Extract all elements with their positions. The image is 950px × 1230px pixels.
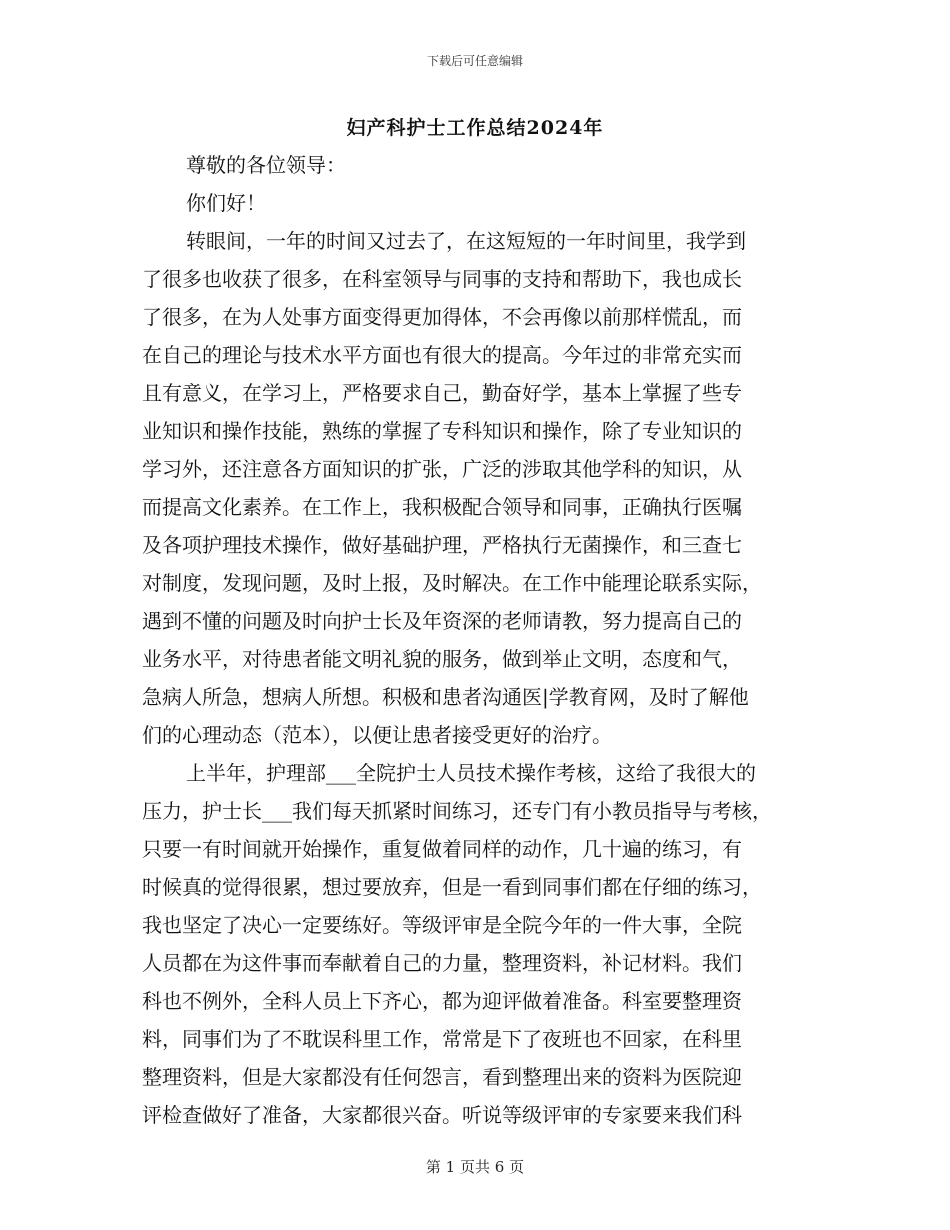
body-line: 转眼间，一年的时间又过去了，在这短短的一年时间里，我学到 xyxy=(186,229,746,253)
body-line: 们的心理动态（范本），以便让患者接受更好的治疗。 xyxy=(142,723,612,747)
document-body xyxy=(142,146,814,1134)
body-line: 整理资料，但是大家都没有任何怨言，看到整理出来的资料为医院迎 xyxy=(142,1065,742,1089)
body-line: 急病人所急，想病人所想。积极和患者沟通医|学教育网，及时了解他 xyxy=(142,685,749,709)
body-line: 我也坚定了决心一定要练好。等级评审是全院今年的一件大事，全院 xyxy=(142,913,742,937)
body-line: 压力，护士长___我们每天抓紧时间练习，还专门有小教员指导与考核， xyxy=(142,799,772,823)
body-line: 只要一有时间就开始操作，重复做着同样的动作，几十遍的练习，有 xyxy=(142,837,742,861)
body-line: 业务水平，对待患者能文明礼貌的服务，做到举止文明，态度和气， xyxy=(142,647,742,671)
header-note: 下载后可任意编辑 xyxy=(426,54,523,68)
greeting-line: 你们好！ xyxy=(186,191,266,215)
body-line: 人员都在为这件事而奉献着自己的力量，整理资料，补记材料。我们 xyxy=(142,951,742,975)
body-line: 而提高文化素养。在工作上，我积极配合领导和同事，正确执行医嘱 xyxy=(142,495,742,519)
body-line: 了很多，在为人处事方面变得更加得体，不会再像以前那样慌乱，而 xyxy=(142,305,742,329)
salutation-line: 尊敬的各位领导： xyxy=(186,153,346,177)
body-line: 对制度，发现问题，及时上报，及时解决。在工作中能理论联系实际， xyxy=(142,571,762,595)
body-line: 评检查做好了准备，大家都很兴奋。听说等级评审的专家要来我们科 xyxy=(142,1103,742,1127)
body-line: 科也不例外，全科人员上下齐心，都为迎评做着准备。科室要整理资 xyxy=(142,989,742,1013)
body-line: 料，同事们为了不耽误科里工作，常常是下了夜班也不回家，在科里 xyxy=(142,1027,742,1051)
body-line: 了很多也收获了很多，在科室领导与同事的支持和帮助下，我也成长 xyxy=(142,267,742,291)
body-line: 遇到不懂的问题及时向护士长及年资深的老师请教，努力提高自己的 xyxy=(142,609,742,633)
document-title: 妇产科护士工作总结2024年 xyxy=(346,117,604,139)
body-line: 且有意义，在学习上，严格要求自己，勤奋好学，基本上掌握了些专 xyxy=(142,381,742,405)
body-line: 上半年，护理部___全院护士人员技术操作考核，这给了我很大的 xyxy=(186,761,756,785)
body-line: 业知识和操作技能，熟练的掌握了专科知识和操作，除了专业知识的 xyxy=(142,419,742,443)
body-line: 及各项护理技术操作，做好基础护理，严格执行无菌操作，和三查七 xyxy=(142,533,742,557)
page-number-footer: 第 1 页共 6 页 xyxy=(425,1158,525,1176)
body-line: 时候真的觉得很累，想过要放弃，但是一看到同事们都在仔细的练习， xyxy=(142,875,762,899)
body-line: 学习外，还注意各方面知识的扩张，广泛的涉取其他学科的知识，从 xyxy=(142,457,742,481)
body-line: 在自己的理论与技术水平方面也有很大的提高。今年过的非常充实而 xyxy=(142,343,742,367)
